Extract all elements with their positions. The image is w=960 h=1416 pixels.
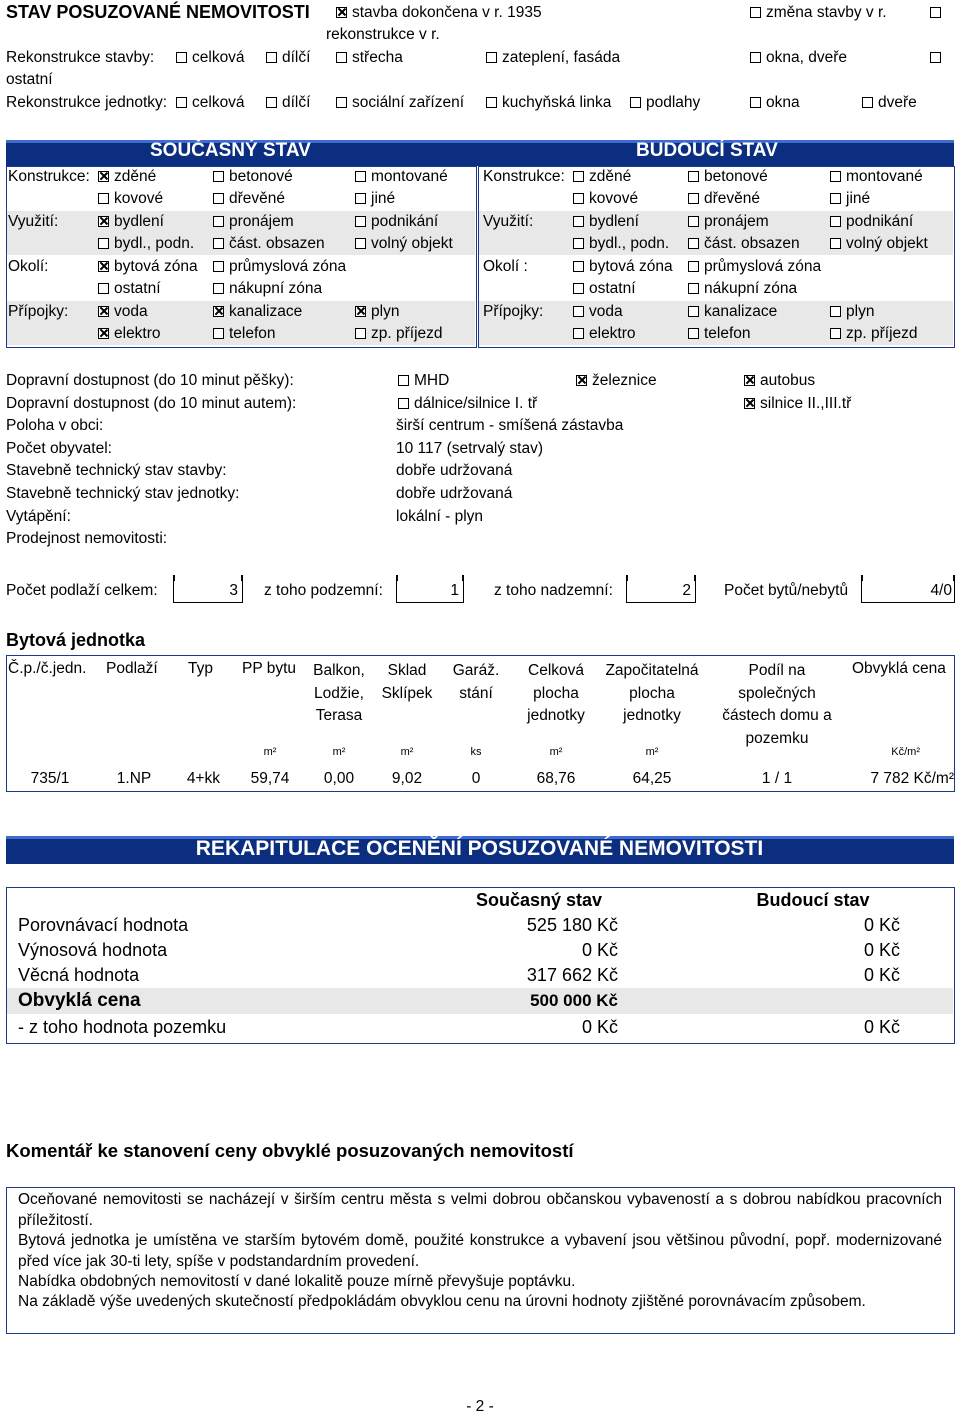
built-checkbox[interactable]: stavba dokončena v r. 1935 bbox=[336, 4, 542, 22]
rek-jednotky-option[interactable]: sociální zařízení bbox=[336, 94, 464, 112]
comment-paragraph: Oceňované nemovitosti se nacházejí v širším centru města s velmi dobrou občanskou vybaveností a s dobrou nabídkou pracovních příležitostí. bbox=[18, 1191, 942, 1229]
checkbox-icon bbox=[398, 398, 409, 409]
unit-cell: 0,00 bbox=[323, 770, 355, 787]
checkbox-icon bbox=[573, 261, 584, 272]
checkbox-icon bbox=[573, 171, 584, 182]
reconstruction-year-label: rekonstrukce v r. bbox=[326, 26, 440, 43]
page-title: STAV POSUZOVANÉ NEMOVITOSTI bbox=[6, 2, 310, 22]
checkbox-icon bbox=[98, 283, 109, 294]
checkbox-icon bbox=[688, 283, 699, 294]
checkbox-icon bbox=[176, 97, 187, 108]
change-checkbox[interactable]: změna stavby v r. bbox=[750, 4, 887, 22]
unit-unit: m² bbox=[332, 746, 346, 758]
checkbox-icon bbox=[830, 216, 841, 227]
recap-row-current-highlight: 500 000 Kč bbox=[530, 991, 618, 1010]
rek-stavby-option[interactable]: okna, dveře bbox=[750, 49, 847, 67]
recap-col-future: Budoucí stav bbox=[756, 890, 870, 910]
unit-unit: ks bbox=[470, 746, 482, 758]
rek-jednotky-option[interactable]: podlahy bbox=[630, 94, 700, 112]
checkbox-icon bbox=[573, 216, 584, 227]
unit-cell: 0 bbox=[471, 770, 481, 787]
unit-cell: 4+kk bbox=[186, 770, 220, 787]
floors-under-value: 1 bbox=[450, 582, 459, 599]
access-value: širší centrum - smíšená zástavba bbox=[396, 417, 624, 434]
walk-option[interactable]: MHD bbox=[398, 372, 449, 390]
checkbox-icon bbox=[213, 216, 224, 227]
rek-jednotky-option[interactable]: okna bbox=[750, 94, 800, 112]
pripojky-label: Přípojky: bbox=[8, 303, 69, 320]
checkbox-icon bbox=[213, 283, 224, 294]
flats-label: Počet bytů/nebytů bbox=[724, 582, 849, 599]
unit-unit: m² bbox=[549, 746, 563, 758]
vyuziti-label-future: Využití: bbox=[483, 213, 534, 230]
pripojky-option[interactable]: elektro bbox=[98, 325, 161, 343]
checkbox-icon bbox=[830, 193, 841, 204]
konstrukce-option[interactable]: dřevěné bbox=[213, 190, 285, 208]
unit-header: Obvyklá cena bbox=[852, 660, 946, 677]
unit-unit: m² bbox=[400, 746, 414, 758]
okoli-option-future[interactable]: průmyslová zóna bbox=[688, 258, 821, 276]
unit-header: Celková plocha jednotky bbox=[527, 662, 585, 724]
unit-unit: Kč/m² bbox=[891, 746, 920, 758]
rek-jednotky-label: Rekonstrukce jednotky: bbox=[6, 94, 168, 111]
pripojky-label-future: Přípojky: bbox=[483, 303, 544, 320]
checkbox-icon bbox=[830, 171, 841, 182]
rek-stavby-option[interactable]: střecha bbox=[336, 49, 403, 67]
access-label: Stavebně technický stav stavby: bbox=[6, 462, 227, 479]
checkbox-icon bbox=[573, 306, 584, 317]
konstrukce-option-future[interactable]: kovové bbox=[573, 190, 638, 208]
recap-row-future: 0 Kč bbox=[863, 965, 900, 985]
checkbox-icon bbox=[688, 306, 699, 317]
checkbox-icon bbox=[830, 306, 841, 317]
walk-option[interactable]: železnice bbox=[576, 372, 657, 390]
checkbox-icon bbox=[688, 171, 699, 182]
vyuziti-option[interactable]: podnikání bbox=[355, 213, 438, 231]
vyuziti-option-future[interactable]: část. obsazen bbox=[688, 235, 800, 253]
pripojky-option[interactable]: kanalizace bbox=[213, 303, 302, 321]
okoli-option[interactable]: nákupní zóna bbox=[213, 280, 322, 298]
floors-above-value: 2 bbox=[682, 582, 691, 599]
recap-row-future: 0 Kč bbox=[863, 1017, 900, 1037]
konstrukce-option-future[interactable]: betonové bbox=[688, 168, 768, 186]
unit-header: PP bytu bbox=[242, 660, 297, 677]
checked-box-icon bbox=[744, 398, 755, 409]
recap-row-current: 0 Kč bbox=[581, 940, 618, 960]
state-header-bar bbox=[6, 140, 954, 166]
unit-cell: 9,02 bbox=[391, 770, 423, 787]
okoli-label-future: Okolí : bbox=[483, 258, 528, 275]
comment-paragraph: Nabídka obdobných nemovitostí v dané lokalitě pouze mírně převyšuje poptávku. bbox=[18, 1273, 576, 1290]
vyuziti-option[interactable]: volný objekt bbox=[355, 235, 453, 253]
access-label: Poloha v obci: bbox=[6, 417, 104, 434]
okoli-label: Okolí: bbox=[8, 258, 49, 275]
unit-cell: 1 / 1 bbox=[761, 770, 793, 787]
rek-stavby-option[interactable]: dílčí bbox=[266, 49, 310, 67]
pripojky-option[interactable]: telefon bbox=[213, 325, 276, 343]
comment-title: Komentář ke stanovení ceny obvyklé posuzovaných nemovitostí bbox=[6, 1140, 574, 1161]
unit-title: Bytová jednotka bbox=[6, 630, 146, 650]
unit-cell: 68,76 bbox=[536, 770, 576, 787]
recap-row-label-highlight: Obvyklá cena bbox=[18, 990, 141, 1011]
car-option[interactable]: silnice II.,III.tř bbox=[744, 395, 851, 413]
checkbox-icon bbox=[336, 52, 347, 63]
vyuziti-option[interactable]: pronájem bbox=[213, 213, 294, 231]
recap-col-current: Současný stav bbox=[475, 890, 603, 910]
access-label: Dopravní dostupnost (do 10 minut autem): bbox=[6, 395, 297, 412]
checkbox-icon bbox=[750, 52, 761, 63]
unit-header: Sklad Sklípek bbox=[381, 662, 433, 702]
okoli-option-future[interactable]: nákupní zóna bbox=[688, 280, 797, 298]
page-number: - 2 - bbox=[466, 1398, 494, 1415]
checked-box-icon bbox=[98, 216, 109, 227]
checkbox-icon bbox=[213, 238, 224, 249]
checkbox-icon bbox=[688, 328, 699, 339]
checkbox-icon bbox=[355, 193, 366, 204]
konstrukce-option[interactable]: zděné bbox=[98, 168, 156, 186]
rek-stavby-option[interactable] bbox=[930, 49, 946, 67]
access-value: 10 117 (setrvalý stav) bbox=[396, 440, 544, 457]
checkbox-icon bbox=[750, 7, 761, 18]
konstrukce-option[interactable]: kovové bbox=[98, 190, 163, 208]
comment-paragraph: Bytová jednotka je umístěna ve starším bytovém domě, použité konstrukce a vybavení jsou většinou původní, popř. modernizované před více jak 30-ti lety, spíše v podstandardním provedení. bbox=[18, 1232, 942, 1270]
okoli-option[interactable]: bytová zóna bbox=[98, 258, 198, 276]
access-label: Dopravní dostupnost (do 10 minut pěšky): bbox=[6, 372, 294, 389]
vyuziti-option-future[interactable]: volný objekt bbox=[830, 235, 928, 253]
checkbox-icon bbox=[176, 52, 187, 63]
recap-row-label: Věcná hodnota bbox=[18, 965, 140, 985]
checkbox-icon bbox=[688, 238, 699, 249]
vyuziti-option-future[interactable]: bydlení bbox=[573, 213, 639, 231]
rek-stavby-option[interactable]: zateplení, fasáda bbox=[486, 49, 620, 67]
recap-row-label: - z toho hodnota pozemku bbox=[18, 1017, 227, 1037]
checked-box-icon bbox=[98, 328, 109, 339]
checkbox-icon bbox=[213, 193, 224, 204]
konstrukce-label: Konstrukce: bbox=[8, 168, 90, 185]
konstrukce-option[interactable]: montované bbox=[355, 168, 448, 186]
konstrukce-option-future[interactable]: zděné bbox=[573, 168, 631, 186]
checked-box-icon bbox=[336, 7, 347, 18]
rek-jednotky-option[interactable]: dílčí bbox=[266, 94, 310, 112]
unit-header: Typ bbox=[188, 660, 213, 677]
recap-row-label: Výnosová hodnota bbox=[18, 940, 168, 960]
checkbox-icon bbox=[266, 52, 277, 63]
pripojky-option-future[interactable]: zp. příjezd bbox=[830, 325, 918, 343]
konstrukce-label-future: Konstrukce: bbox=[483, 168, 565, 185]
checkbox-icon bbox=[213, 171, 224, 182]
recap-title: REKAPITULACE OCENĚNÍ POSUZOVANÉ NEMOVITOSTI bbox=[195, 837, 764, 860]
checked-box-icon bbox=[576, 375, 587, 386]
pripojky-option[interactable]: voda bbox=[98, 303, 148, 321]
access-label: Stavebně technický stav jednotky: bbox=[6, 485, 240, 502]
current-state-title: SOUČASNÝ STAV bbox=[150, 140, 311, 161]
checkbox-icon bbox=[573, 193, 584, 204]
checkbox-icon bbox=[336, 97, 347, 108]
checkbox-icon bbox=[688, 216, 699, 227]
car-option[interactable]: dálnice/silnice I. tř bbox=[398, 395, 537, 413]
vyuziti-option-future[interactable]: podnikání bbox=[830, 213, 913, 231]
access-value: dobře udržovaná bbox=[396, 462, 513, 479]
checkbox-icon bbox=[355, 328, 366, 339]
unit-cell: 64,25 bbox=[632, 770, 672, 787]
vyuziti-option-future[interactable]: bydl., podn. bbox=[573, 235, 669, 253]
future-state-title: BUDOUCÍ STAV bbox=[636, 140, 778, 161]
checked-box-icon bbox=[98, 261, 109, 272]
checkbox-icon bbox=[930, 52, 941, 63]
pripojky-option-future[interactable]: plyn bbox=[830, 303, 874, 321]
konstrukce-option[interactable]: jiné bbox=[355, 190, 395, 208]
checkbox-icon bbox=[630, 97, 641, 108]
rek-stavby-other-label: ostatní bbox=[6, 71, 53, 88]
checkbox-icon bbox=[930, 7, 941, 18]
checkbox-icon bbox=[830, 238, 841, 249]
rek-jednotky-option[interactable]: dveře bbox=[862, 94, 917, 112]
konstrukce-option-future[interactable]: jiné bbox=[830, 190, 870, 208]
unit-header: Č.p./č.jedn. bbox=[8, 660, 87, 677]
vyuziti-label: Využití: bbox=[8, 213, 59, 230]
reconstruction-checkbox[interactable] bbox=[930, 4, 946, 22]
unit-cell: 1.NP bbox=[116, 770, 152, 787]
rek-stavby-option[interactable]: celková bbox=[176, 49, 245, 67]
konstrukce-option-future[interactable]: dřevěné bbox=[688, 190, 760, 208]
checkbox-icon bbox=[98, 238, 109, 249]
unit-header: Započitatelná plocha jednotky bbox=[605, 662, 699, 724]
okoli-option-future[interactable]: ostatní bbox=[573, 280, 636, 298]
rek-stavby-label: Rekonstrukce stavby: bbox=[6, 49, 155, 66]
recap-row-current: 525 180 Kč bbox=[526, 915, 618, 935]
floors-total-label: Počet podlaží celkem: bbox=[6, 582, 158, 599]
okoli-option[interactable]: průmyslová zóna bbox=[213, 258, 346, 276]
rek-jednotky-option[interactable]: celková bbox=[176, 94, 245, 112]
checkbox-icon bbox=[486, 97, 497, 108]
access-value: lokální - plyn bbox=[396, 508, 484, 525]
checkbox-icon bbox=[830, 328, 841, 339]
checkbox-icon bbox=[355, 216, 366, 227]
recap-row-future: 0 Kč bbox=[863, 915, 900, 935]
unit-cell: 7 782 Kč/m² bbox=[870, 770, 954, 787]
recap-row-current: 317 662 Kč bbox=[526, 965, 618, 985]
checkbox-icon bbox=[213, 261, 224, 272]
unit-unit: m² bbox=[645, 746, 659, 758]
checked-box-icon bbox=[744, 375, 755, 386]
pripojky-option-future[interactable]: telefon bbox=[688, 325, 751, 343]
checked-box-icon bbox=[213, 306, 224, 317]
unit-cell: 59,74 bbox=[250, 770, 290, 787]
unit-header: Balkon, Lodžie, Terasa bbox=[313, 662, 365, 724]
checkbox-icon bbox=[398, 375, 409, 386]
recap-row-current: 0 Kč bbox=[581, 1017, 618, 1037]
checkbox-icon bbox=[573, 328, 584, 339]
checkbox-icon bbox=[750, 97, 761, 108]
checkbox-icon bbox=[355, 171, 366, 182]
checkbox-icon bbox=[266, 97, 277, 108]
pripojky-option-future[interactable]: elektro bbox=[573, 325, 636, 343]
floors-total-value: 3 bbox=[229, 582, 238, 599]
konstrukce-option[interactable]: betonové bbox=[213, 168, 293, 186]
vyuziti-option-future[interactable]: pronájem bbox=[688, 213, 769, 231]
unit-header: Podlaží bbox=[106, 660, 158, 677]
checkbox-icon bbox=[688, 261, 699, 272]
pripojky-option-future[interactable]: voda bbox=[573, 303, 623, 321]
vyuziti-option[interactable]: bydlení bbox=[98, 213, 164, 231]
checked-box-icon bbox=[98, 306, 109, 317]
checkbox-icon bbox=[355, 238, 366, 249]
unit-header: Podíl na společných částech domu a pozemku bbox=[722, 662, 832, 747]
okoli-option[interactable]: ostatní bbox=[98, 280, 161, 298]
pripojky-option[interactable]: zp. příjezd bbox=[355, 325, 443, 343]
access-label: Vytápění: bbox=[6, 508, 71, 525]
recap-row-future: 0 Kč bbox=[863, 940, 900, 960]
access-value: dobře udržovaná bbox=[396, 485, 513, 502]
recap-row-label: Porovnávací hodnota bbox=[18, 915, 189, 935]
comment-paragraph: Na základě výše uvedených skutečností předpokládám obvyklou cenu na úrovni hodnoty zjištěné porovnávacím způsobem. bbox=[18, 1293, 866, 1310]
rek-jednotky-option[interactable]: kuchyňská linka bbox=[486, 94, 611, 112]
pripojky-option[interactable]: plyn bbox=[355, 303, 399, 321]
checkbox-icon bbox=[98, 193, 109, 204]
checkbox-icon bbox=[486, 52, 497, 63]
floors-above-label: z toho nadzemní: bbox=[494, 582, 613, 599]
okoli-option-future[interactable]: bytová zóna bbox=[573, 258, 673, 276]
vyuziti-option[interactable]: část. obsazen bbox=[213, 235, 325, 253]
floors-under-label: z toho podzemní: bbox=[264, 582, 383, 599]
unit-header: Garáž. stání bbox=[452, 662, 500, 702]
access-label: Prodejnost nemovitosti: bbox=[6, 530, 168, 547]
vyuziti-option[interactable]: bydl., podn. bbox=[98, 235, 194, 253]
unit-unit: m² bbox=[263, 746, 277, 758]
flats-value: 4/0 bbox=[930, 582, 952, 599]
checkbox-icon bbox=[688, 193, 699, 204]
checkbox-icon bbox=[573, 238, 584, 249]
checked-box-icon bbox=[98, 171, 109, 182]
konstrukce-option-future[interactable]: montované bbox=[830, 168, 923, 186]
checkbox-icon bbox=[213, 328, 224, 339]
checkbox-icon bbox=[573, 283, 584, 294]
checked-box-icon bbox=[355, 306, 366, 317]
walk-option[interactable]: autobus bbox=[744, 372, 815, 390]
unit-cell: 735/1 bbox=[30, 770, 70, 787]
pripojky-option-future[interactable]: kanalizace bbox=[688, 303, 777, 321]
access-label: Počet obyvatel: bbox=[6, 440, 112, 457]
checkbox-icon bbox=[862, 97, 873, 108]
